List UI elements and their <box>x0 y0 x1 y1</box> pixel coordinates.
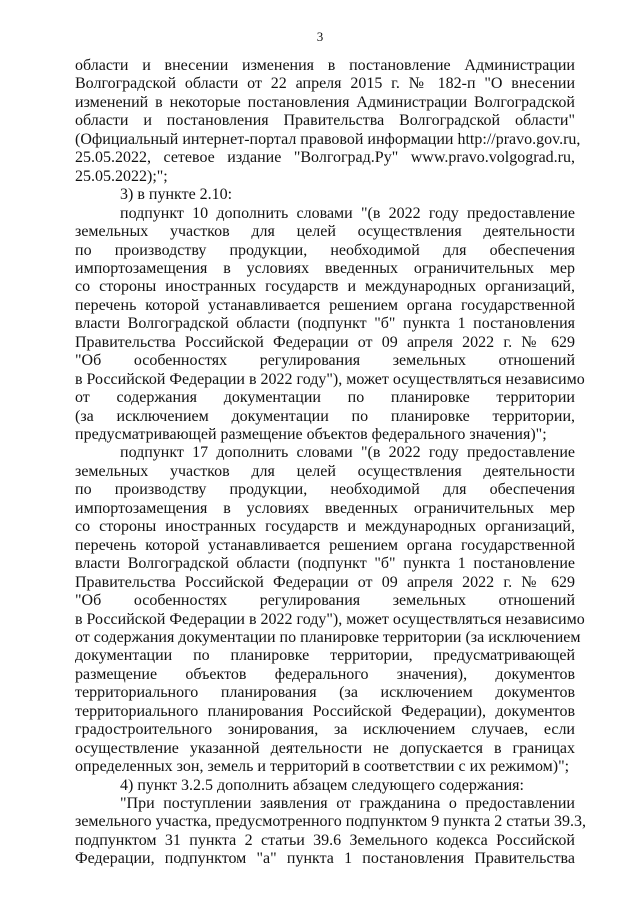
text-line: "Об особенностях регулирования земельных отношений <box>75 352 575 370</box>
text-line: подпункт 10 дополнить словами "(в 2022 году предоставление <box>120 204 575 222</box>
text-line: в Российской Федерации в 2022 году"), может осуществляться независимо <box>75 370 585 388</box>
text-line: земельных участков для целей осуществления деятельности <box>75 462 575 480</box>
text-line: определенных зон, земель и территорий в соответствии с их режимом)"; <box>75 758 570 776</box>
text-line: (Официальный интернет-портал правовой информации http://pravo.gov.ru, <box>75 130 581 148</box>
text-line: импортозамещения в условиях введенных ограничительных мер <box>75 499 575 517</box>
text-line: Федерации, подпунктом "а" пункта 1 постановления Правительства <box>75 850 575 868</box>
text-line: по производству продукции, необходимой для обеспечения <box>75 481 575 499</box>
text-line: "Об особенностях регулирования земельных отношений <box>75 592 575 610</box>
text-line: от содержания документации по планировке территории <box>75 389 575 407</box>
text-line: перечень которой устанавливается решением органа государственной <box>75 536 575 554</box>
text-line: перечень которой устанавливается решением органа государственной <box>75 296 575 314</box>
text-line: Правительства Российской Федерации от 09 апреля 2022 г. № 629 <box>75 573 575 591</box>
text-line: предусматривающей размещение объектов федерального значения)"; <box>75 426 547 443</box>
text-line: со стороны иностранных государств и международных организаций, <box>75 278 575 296</box>
text-line: территориального планирования Российской Федерации), документов <box>75 702 575 720</box>
text-line: от содержания документации по планировке территории (за исключением <box>75 628 581 646</box>
text-line: территориального планирования (за исключением документов <box>75 684 575 702</box>
text-line: 3) в пункте 2.10: <box>120 186 233 204</box>
text-line: со стороны иностранных государств и международных организаций, <box>75 518 575 536</box>
text-line: в Российской Федерации в 2022 году"), может осуществляться независимо <box>75 610 585 628</box>
text-line: осуществление указанной деятельности не допускается в границах <box>75 739 575 757</box>
text-line: (за исключением документации по планировке территории, <box>75 407 575 425</box>
text-line: земельных участков для целей осуществления деятельности <box>75 223 575 241</box>
text-line: власти Волгоградской области (подпункт "б" пункта 1 постановления <box>75 315 575 333</box>
text-line: подпункт 17 дополнить словами "(в 2022 году предоставление <box>120 444 575 462</box>
text-line: земельного участка, предусмотренного подпунктом 9 пункта 2 статьи 39.3, <box>75 813 587 831</box>
text-line: 25.05.2022, сетевое издание "Волгоград.Ру" www.pravo.volgograd.ru, <box>75 149 575 167</box>
text-line: власти Волгоградской области (подпункт "б" пункта 1 постановление <box>75 555 575 573</box>
text-line: документации по планировке территории, предусматривающей <box>75 647 575 665</box>
text-line: градостроительного зонирования, за исключением случаев, если <box>75 721 575 739</box>
text-line: Правительства Российской Федерации от 09 апреля 2022 г. № 629 <box>75 333 575 351</box>
text-line: 25.05.2022);"; <box>75 167 168 185</box>
text-line: подпунктом 31 пункта 2 статьи 39.6 Земельного кодекса Российской <box>75 831 575 849</box>
text-line: "При поступлении заявления от гражданина о предоставлении <box>120 795 575 812</box>
text-line: размещение объектов федерального значения), документов <box>75 665 575 683</box>
text-line: области и внесении изменения в постановление Администрации <box>75 57 575 74</box>
text-line: импортозамещения в условиях введенных ограничительных мер <box>75 259 575 277</box>
text-line: 4) пункт 3.2.5 дополнить абзацем следующего содержания: <box>120 776 524 794</box>
text-line: изменений в некоторые постановления Администрации Волгоградской <box>75 93 575 111</box>
text-line: по производству продукции, необходимой для обеспечения <box>75 241 575 259</box>
text-line: Волгоградской области от 22 апреля 2015 г. № 182-п "О внесении <box>75 75 575 93</box>
text-line: области и постановления Правительства Волгоградской области" <box>75 112 575 130</box>
page-number: 3 <box>316 29 324 44</box>
